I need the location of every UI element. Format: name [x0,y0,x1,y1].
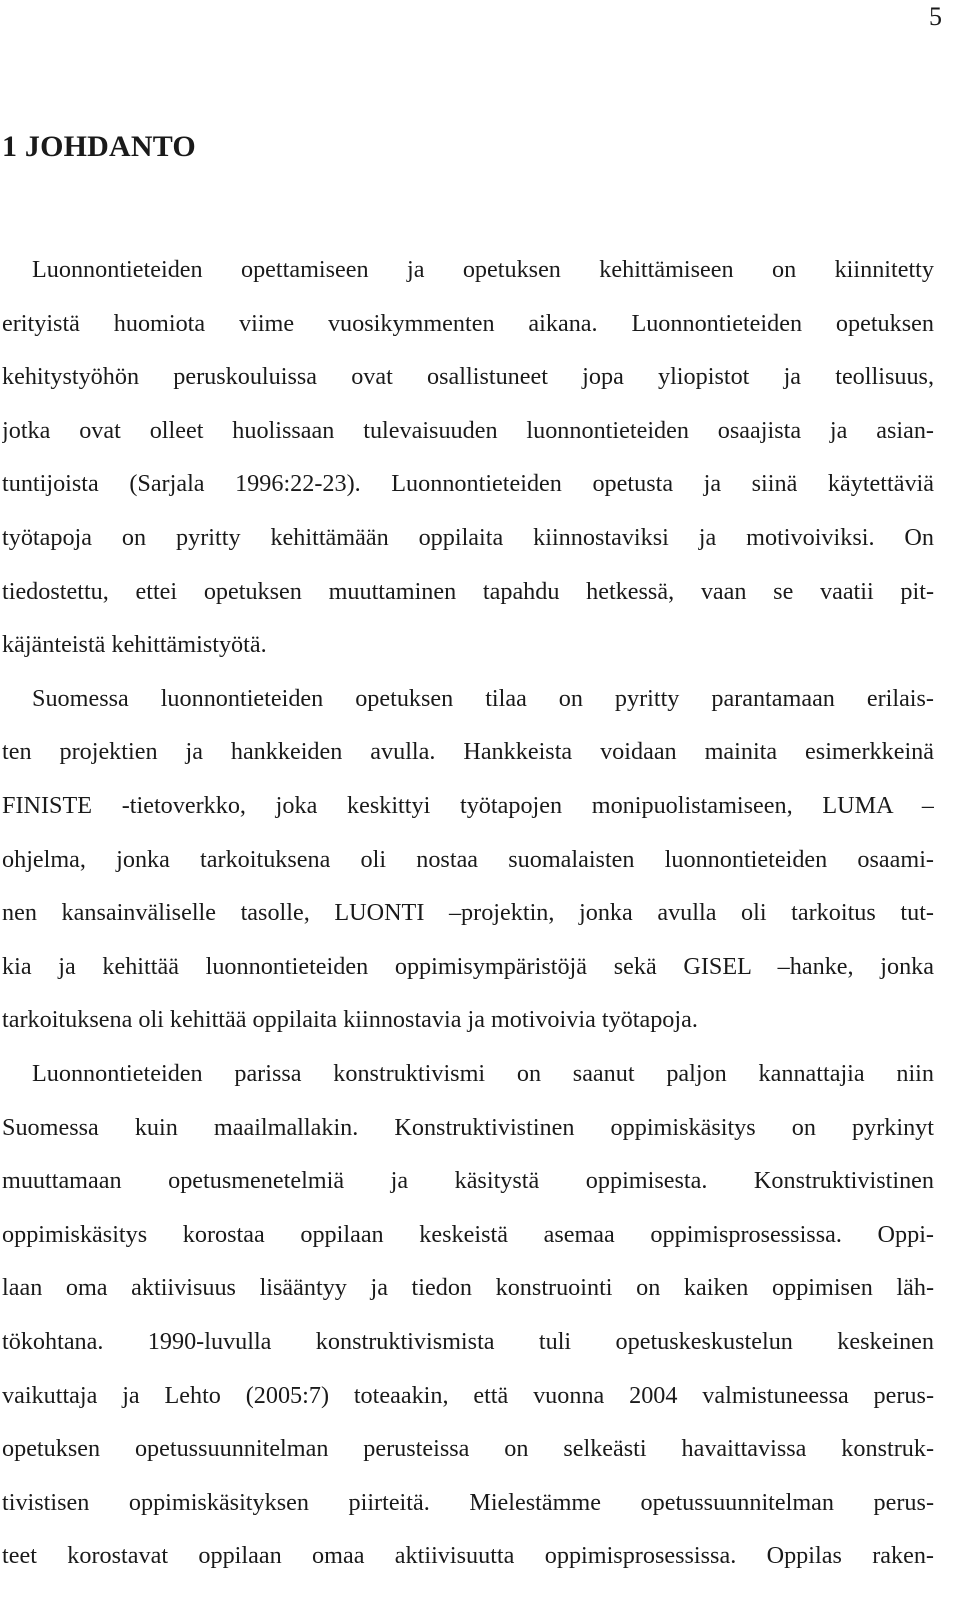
text-line: tarkoituksena oli kehittää oppilaita kiinnostavia ja motivoivia työtapoja. [2,1006,698,1034]
text-line: tökohtana. 1990-luvulla konstruktivismista tuli opetuskeskustelun keskeinen [2,1328,934,1355]
text-line: työtapoja on pyritty kehittämään oppilaita kiinnostaviksi ja motivoiviksi. On [2,524,934,551]
text-line: Luonnontieteiden opettamiseen ja opetuksen kehittämiseen on kiinnitetty [32,256,934,283]
text-line: Suomessa luonnontieteiden opetuksen tilaa on pyritty parantamaan erilais- [32,684,934,712]
text-line: ohjelma, jonka tarkoituksena oli nostaa suomalaisten luonnontieteiden osaami- [2,845,934,873]
text-line: erityistä huomiota viime vuosikymmenten aikana. Luonnontieteiden opetuksen [2,309,934,337]
text-line: laan oma aktiivisuus lisääntyy ja tiedon konstruointi on kaiken oppimisen läh- [2,1274,934,1302]
text-line: muuttamaan opetusmenetelmiä ja käsitystä oppimisesta. Konstruktivistinen [2,1167,934,1195]
text-line: tiedostettu, ettei opetuksen muuttaminen tapahdu hetkessä, vaan se vaatii pit- [2,577,934,605]
text-line: jotka ovat olleet huolissaan tulevaisuuden luonnontieteiden osaajista ja asian- [2,416,934,444]
text-line: opetuksen opetussuunnitelman perusteissa on selkeästi havaittavissa konstruk- [2,1435,934,1463]
text-line: kehitystyöhön peruskouluissa ovat osallistuneet jopa yliopistot ja teollisuus, [2,363,934,391]
text-line: kia ja kehittää luonnontieteiden oppimisympäristöjä sekä GISEL –hanke, jonka [2,952,934,980]
page-number: 5 [929,2,942,31]
text-line: vaikuttaja ja Lehto (2005:7) toteaakin, että vuonna 2004 valmistuneessa perus- [2,1381,934,1409]
text-line: teet korostavat oppilaan omaa aktiivisuutta oppimisprosessissa. Oppilas raken- [2,1542,934,1570]
text-line: FINISTE -tietoverkko, joka keskittyi työtapojen monipuolistamiseen, LUMA – [2,792,934,819]
text-line: tivistisen oppimiskäsityksen piirteitä. Mielestämme opetussuunnitelman perus- [2,1488,934,1516]
text-line: ten projektien ja hankkeiden avulla. Hankkeista voidaan mainita esimerkkeinä [2,738,934,766]
chapter-heading: 1 JOHDANTO [2,130,196,163]
text-line: käjänteistä kehittämistyötä. [2,631,267,659]
text-line: tuntijoista (Sarjala 1996:22-23). Luonnontieteiden opetusta ja siinä käytettäviä [2,470,934,498]
text-line: Suomessa kuin maailmallakin. Konstruktivistinen oppimiskäsitys on pyrkinyt [2,1113,934,1141]
text-line: oppimiskäsitys korostaa oppilaan keskeistä asemaa oppimisprosessissa. Oppi- [2,1220,934,1248]
text-line: Luonnontieteiden parissa konstruktivismi on saanut paljon kannattajia niin [32,1060,934,1087]
text-line: nen kansainväliselle tasolle, LUONTI –projektin, jonka avulla oli tarkoitus tut- [2,899,934,927]
